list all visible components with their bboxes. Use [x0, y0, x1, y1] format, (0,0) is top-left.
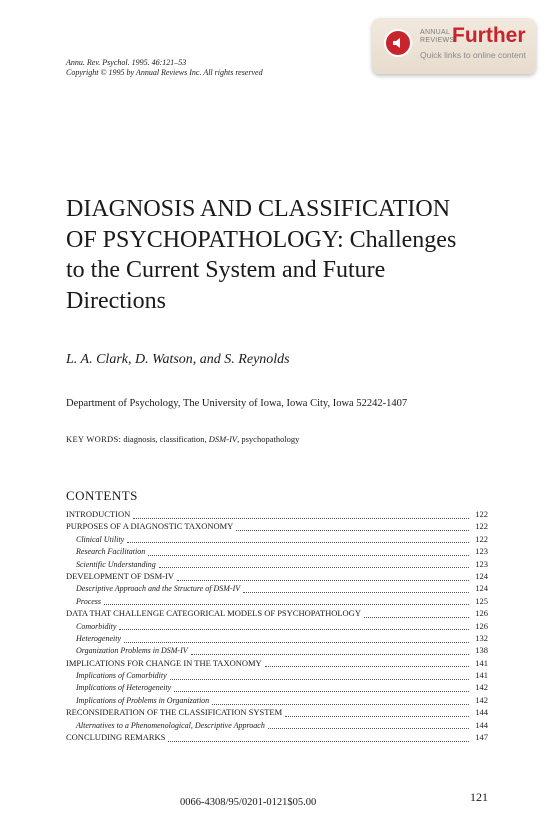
toc-entry-label: Implications of Heterogeneity [76, 683, 172, 693]
toc-entry[interactable] [66, 620, 488, 632]
toc-entry-page: 141 [475, 670, 488, 681]
keywords [66, 434, 299, 444]
annual-reviews-further-badge[interactable] [372, 18, 536, 74]
toc-entry-page: 147 [475, 732, 488, 743]
toc-leader-dots [133, 510, 469, 519]
toc-leader-dots [159, 559, 469, 568]
toc-entry[interactable] [66, 694, 488, 706]
toc-entry-page: 124 [475, 583, 488, 594]
toc-entry-page: 123 [475, 558, 488, 569]
toc-entry-label: Process [76, 596, 102, 606]
keywords-tail: , psychopathology [237, 434, 300, 444]
toc-entry-label: Implications of Comorbidity [76, 671, 167, 681]
article-title: DIAGNOSIS AND CLASSIFICATION OF PSYCHOPATHOLOGY: Challenges to the Current System and Future Directions [66, 196, 457, 314]
toc-entry-label: Clinical Utility [76, 534, 125, 544]
copyright-line: Copyright © 1995 by Annual Reviews Inc. All rights reserved [66, 68, 263, 77]
toc-entry[interactable] [66, 533, 488, 545]
toc-entry-label: Descriptive Approach and the Structure of DSM-IV [76, 584, 241, 594]
issn-code: 0066-4308/95/0201-0121$05.00 [180, 797, 317, 808]
toc-entry-label: IMPLICATIONS FOR CHANGE IN THE TAXONOMY [66, 657, 262, 668]
toc-entry-page: 138 [475, 645, 488, 656]
toc-entry-page: 122 [475, 509, 488, 519]
toc-entry[interactable] [66, 570, 488, 582]
toc-entry-page: 141 [475, 657, 488, 668]
toc-leader-dots [127, 534, 469, 543]
toc-leader-dots [285, 708, 469, 717]
authors: L. A. Clark, D. Watson, and S. Reynolds [66, 352, 290, 367]
toc-entry-page: 144 [475, 707, 488, 718]
toc-entry-label: CONCLUDING REMARKS [66, 732, 166, 743]
toc-entry[interactable] [66, 657, 488, 669]
toc-leader-dots [104, 596, 469, 605]
toc-entry-page: 144 [475, 719, 488, 730]
toc-leader-dots [124, 634, 469, 643]
toc-entry-label: Implications of Problems in Organization [76, 695, 210, 705]
toc-entry-label: Research Facilitation [76, 547, 146, 557]
toc-leader-dots [212, 696, 469, 705]
toc-entry-label: Comorbidity [76, 621, 117, 631]
toc-leader-dots [119, 621, 469, 630]
toc-entry-label: Alternatives to a Phenomenological, Descriptive Approach [76, 720, 265, 730]
toc-entry-label: DATA THAT CHALLENGE CATEGORICAL MODELS OF PSYCHOPATHOLOGY [66, 608, 361, 619]
toc-entry[interactable] [66, 669, 488, 681]
toc-entry-page: 126 [475, 608, 488, 619]
page-number: 121 [470, 790, 488, 804]
toc-entry-page: 126 [475, 620, 488, 631]
toc-entry-page: 125 [475, 595, 488, 606]
badge-further-label: Further [452, 24, 526, 47]
toc-leader-dots [265, 658, 469, 667]
toc-entry[interactable] [66, 632, 488, 644]
toc-entry-label: Heterogeneity [76, 633, 122, 643]
toc-leader-dots [243, 584, 469, 593]
toc-entry[interactable] [66, 595, 488, 607]
toc-leader-dots [268, 720, 469, 729]
keywords-list: diagnosis, classification, [123, 434, 207, 444]
toc-entry-label: INTRODUCTION [66, 509, 131, 519]
toc-entry-page: 132 [475, 632, 488, 643]
badge-quick-links[interactable]: Quick links to online content [420, 50, 526, 60]
keywords-label: KEY WORDS: [66, 434, 122, 444]
toc-leader-dots [170, 671, 469, 680]
toc-leader-dots [191, 646, 469, 655]
toc-entry[interactable] [66, 607, 488, 619]
toc-entry[interactable] [66, 545, 488, 557]
toc-entry-label: Organization Problems in DSM-IV [76, 646, 188, 656]
affiliation: Department of Psychology, The University of Iowa, Iowa City, Iowa 52242-1407 [66, 398, 408, 409]
toc-entry[interactable] [66, 520, 488, 532]
toc-entry[interactable] [66, 558, 488, 570]
toc-leader-dots [168, 733, 469, 742]
toc-entry[interactable] [66, 731, 488, 743]
toc-entry-page: 142 [475, 694, 488, 705]
toc-leader-dots [364, 609, 469, 618]
badge-annual-reviews-text: ANNUAL REVIEWS [420, 29, 455, 44]
toc-leader-dots [236, 522, 469, 531]
toc-leader-dots [177, 572, 469, 581]
toc-entry-label: Scientific Understanding [76, 559, 156, 569]
toc-entry[interactable] [66, 582, 488, 594]
toc-entry[interactable] [66, 706, 488, 718]
toc-entry-label: PURPOSES OF A DIAGNOSTIC TAXONOMY [66, 521, 234, 532]
toc-entry-page: 122 [475, 533, 488, 544]
toc-leader-dots [148, 547, 469, 556]
toc-entry-page: 124 [475, 570, 488, 581]
toc-entry[interactable] [66, 644, 488, 656]
speaker-icon [384, 29, 412, 57]
keywords-italic: DSM-IV [208, 434, 238, 444]
toc-entry[interactable] [66, 681, 488, 693]
toc-entry-label: DEVELOPMENT OF DSM-IV [66, 570, 174, 581]
toc-entry[interactable] [66, 508, 488, 520]
toc-entry-page: 123 [475, 546, 488, 557]
toc-entry[interactable] [66, 719, 488, 731]
contents-heading: CONTENTS [66, 488, 138, 503]
toc-entry-page: 122 [475, 521, 488, 532]
journal-line: Annu. Rev. Psychol. 1995. 46:121–53 [66, 58, 187, 67]
journal-citation [66, 58, 263, 78]
toc-entry-page: 142 [475, 682, 488, 693]
toc-leader-dots [174, 683, 469, 692]
table-of-contents [66, 508, 488, 743]
toc-entry-label: RECONSIDERATION OF THE CLASSIFICATION SYSTEM [66, 707, 283, 718]
